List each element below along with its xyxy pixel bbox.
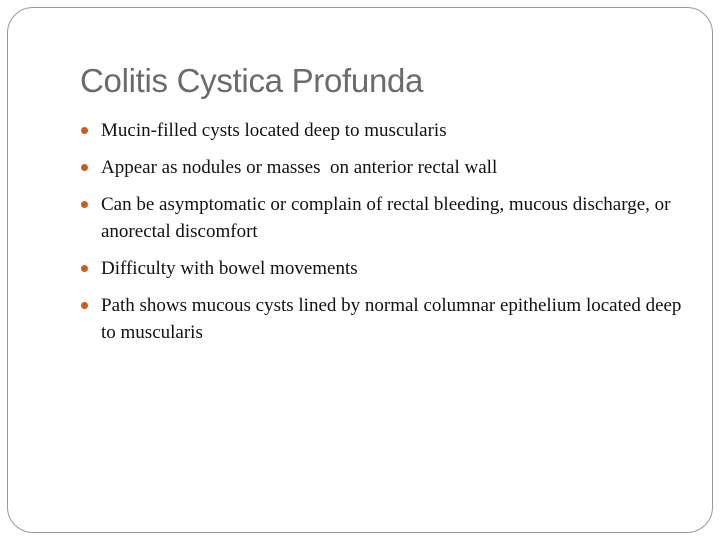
bullet-dot-icon <box>81 201 88 208</box>
bullet-dot-icon <box>81 265 88 272</box>
bullet-item <box>80 154 685 181</box>
bullet-text: Mucin-filled cysts located deep to muscularis <box>101 120 447 141</box>
bullet-dot-icon <box>81 164 88 171</box>
slide-title: Colitis Cystica Profunda <box>80 62 424 99</box>
bullet-text: Can be asymptomatic or complain of rectal bleeding, mucous discharge, or anorectal discomfort <box>101 194 676 242</box>
bullet-item <box>80 117 685 144</box>
bullet-item <box>80 191 685 245</box>
bullet-dot-icon <box>81 127 88 134</box>
bullet-list <box>80 117 685 356</box>
bullet-text: Appear as nodules or masses on anterior rectal wall <box>101 157 498 178</box>
bullet-item <box>80 292 685 346</box>
bullet-text: Path shows mucous cysts lined by normal columnar epithelium located deep to muscularis <box>101 295 687 343</box>
bullet-text: Difficulty with bowel movements <box>101 258 358 279</box>
bullet-dot-icon <box>81 302 88 309</box>
bullet-item <box>80 255 685 282</box>
